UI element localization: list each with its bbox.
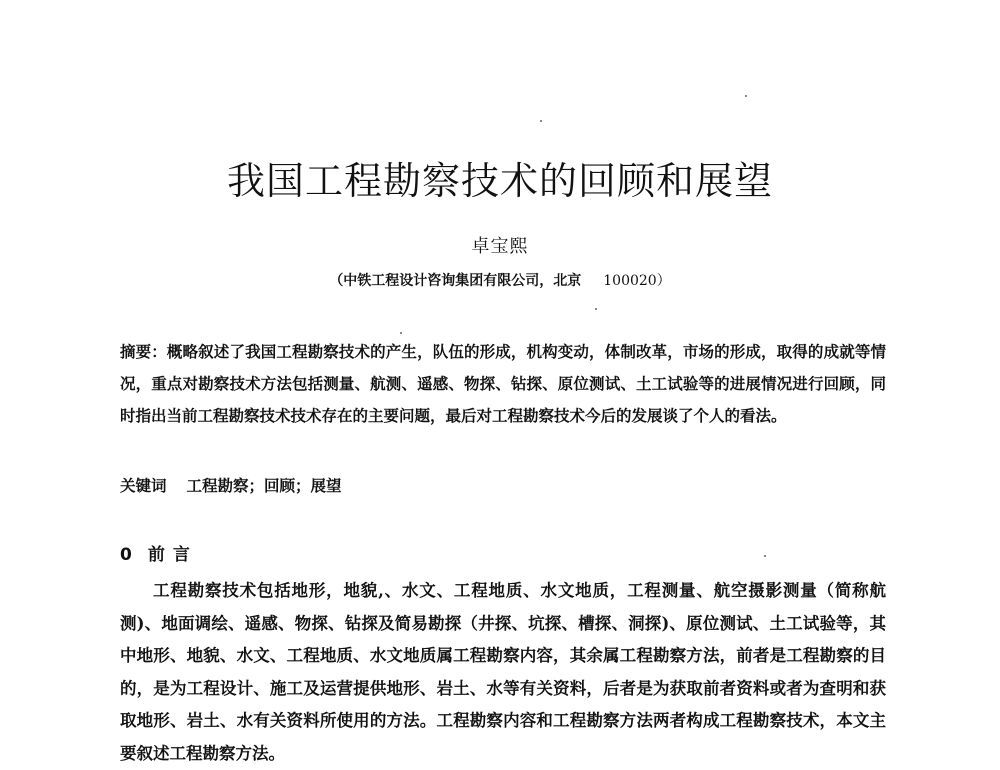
scan-speck	[745, 95, 747, 97]
author-name: 卓宝熙	[471, 236, 529, 257]
affiliation-name: （中铁工程设计咨询集团有限公司，北京	[329, 273, 582, 289]
abstract-label: 摘要：	[120, 342, 167, 361]
abstract	[120, 336, 886, 432]
body-paragraph: 工程勘察技术包括地形，地貌,、水文、工程地质、水文地质，工程测量、航空摄影测量（简称航测)、地面调绘、遥感、物探、钻探及简易勘探（井探、坑探、槽探、洞探)、原位测试、土工试验等，其中地形、地貌、水文、工程地质、水文地质属工程勘察内容，其余属工程勘察方法，前者是工程勘察的目的，是为工程设计、施工及运营提供地形、岩土、水等有关资料，后者是为获取前者资料或者为查明和获取地形、岩土、水有关资料所使用的方法。工程勘察内容和工程勘察方法两者构成工程勘察技术，本文主要叙述工程勘察方法。	[120, 581, 886, 763]
section-heading	[120, 540, 198, 565]
keywords-text: 工程勘察；回顾；展望	[186, 476, 342, 495]
postal-code: 100020）	[603, 273, 671, 289]
keywords	[120, 470, 886, 502]
scan-speck	[595, 308, 597, 310]
affiliation	[0, 270, 1000, 290]
abstract-text: 概略叙述了我国工程勘察技术的产生，队伍的形成，机构变动，体制改革，市场的形成，取得的成就等情况，重点对勘察技术方法包括测量、航测、遥感、物探、钻探、原位测试、土工试验等的进展情况进行回顾，同时指出当前工程勘察技术技术存在的主要问题，最后对工程勘察技术今后的发展谈了个人的看法。	[120, 342, 886, 425]
scan-speck	[400, 332, 402, 334]
section-number: 0	[120, 545, 132, 565]
scan-speck	[764, 555, 766, 557]
keywords-label: 关键词	[120, 476, 167, 495]
paper-title: 我国工程勘察技术的回顾和展望	[226, 159, 773, 203]
section-title: 前言	[147, 545, 198, 565]
scan-speck	[540, 120, 542, 122]
